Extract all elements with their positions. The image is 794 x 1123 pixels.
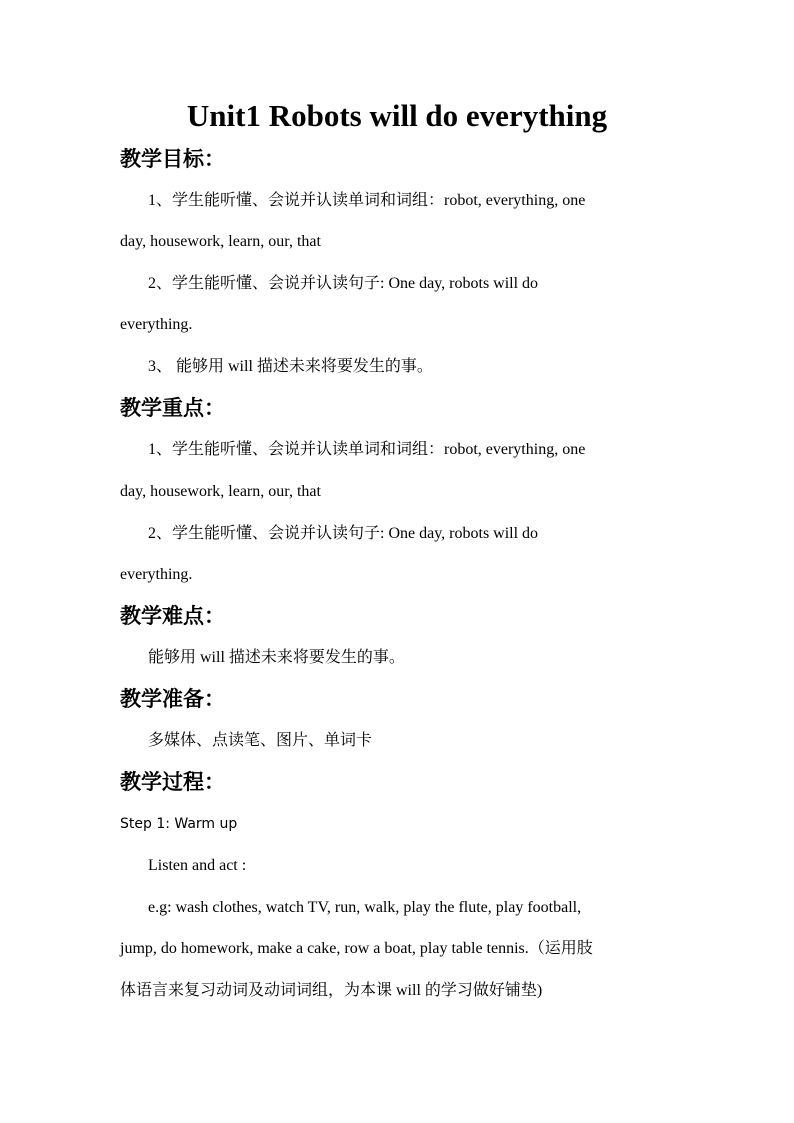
objectives-line-4: everything. [120, 316, 193, 333]
objectives-line-3: 2、学生能听懂、会说并认读句子: One day, robots will do [148, 275, 539, 292]
key-points-heading: 教学重点： [120, 395, 225, 420]
document-title: Unit1 Robots will do everything [186, 98, 608, 133]
process-line-3: jump, do homework, make a cake, row a boat, play table tennis.（运用肢 [120, 940, 593, 957]
difficulties-heading: 教学难点： [120, 603, 225, 628]
key-points-line-2: day, housework, learn, our, that [120, 483, 321, 500]
objectives-line-1: 1、学生能听懂、会说并认读单词和词组：robot, everything, one [148, 192, 586, 209]
process-heading: 教学过程： [120, 769, 225, 794]
process-line-4: 体语言来复习动词及动词词组，为本课 will 的学习做好铺垫) [120, 982, 543, 999]
preparation-line-1: 多媒体、点读笔、图片、单词卡 [148, 732, 373, 749]
objectives-line-2: day, housework, learn, our, that [120, 233, 321, 250]
process-line-1: Listen and act : [148, 857, 247, 874]
key-points-line-1: 1、学生能听懂、会说并认读单词和词组：robot, everything, one [148, 441, 586, 458]
objectives-heading: 教学目标： [120, 146, 225, 171]
preparation-heading: 教学准备： [120, 686, 225, 711]
step-1-heading: Step 1: Warm up [120, 816, 238, 832]
key-points-line-3: 2、学生能听懂、会说并认读句子: One day, robots will do [148, 525, 539, 542]
process-line-2: e.g: wash clothes, watch TV, run, walk, play the flute, play football, [148, 899, 582, 916]
objectives-line-5: 3、 能够用 will 描述未来将要发生的事。 [148, 358, 433, 375]
difficulties-line-1: 能够用 will 描述未来将要发生的事。 [148, 649, 405, 666]
key-points-line-4: everything. [120, 566, 193, 583]
